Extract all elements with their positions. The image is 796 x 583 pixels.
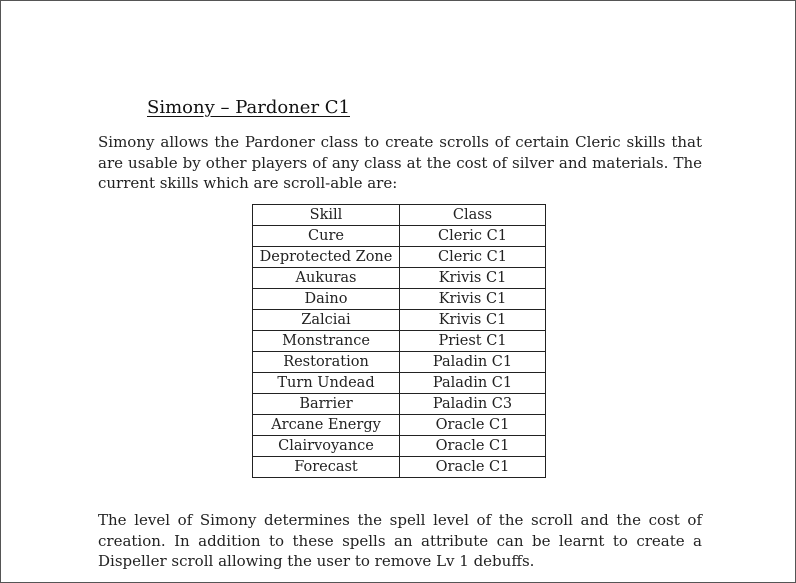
class-cell: Cleric C1 [400,247,546,268]
table-row [253,268,546,289]
skill-cell: Clairvoyance [253,436,400,457]
class-cell: Paladin C1 [400,352,546,373]
table-row [253,415,546,436]
header-skill: Skill [253,205,400,226]
skill-cell: Aukuras [253,268,400,289]
section-heading: Simony – Pardoner C1 [147,97,350,118]
skill-cell: Daino [253,289,400,310]
class-cell: Krivis C1 [400,289,546,310]
class-cell: Oracle C1 [400,415,546,436]
class-cell: Oracle C1 [400,436,546,457]
table-row [253,457,546,478]
closing-paragraph: The level of Simony determines the spell level of the scroll and the cost of creation. In addition to these spells an attribute can be learnt to create a Dispeller scroll allowing the user to remove Lv 1 debuffs. [98,511,702,570]
table-row [253,247,546,268]
table-row [253,373,546,394]
intro-paragraph: Simony allows the Pardoner class to create scrolls of certain Cleric skills that are usable by other players of any class at the cost of silver and materials. The current skills which are scroll-able are: [98,133,702,192]
table-row [253,289,546,310]
table-row [253,436,546,457]
class-cell: Paladin C3 [400,394,546,415]
table-row [253,310,546,331]
class-cell: Priest C1 [400,331,546,352]
class-cell: Paladin C1 [400,373,546,394]
skills-table [252,204,546,478]
skill-cell: Cure [253,226,400,247]
class-cell: Krivis C1 [400,310,546,331]
skill-cell: Arcane Energy [253,415,400,436]
table-row [253,331,546,352]
table-row [253,394,546,415]
class-cell: Cleric C1 [400,226,546,247]
skill-cell: Monstrance [253,331,400,352]
table-row [253,226,546,247]
header-class: Class [400,205,546,226]
skill-cell: Restoration [253,352,400,373]
skill-cell: Deprotected Zone [253,247,400,268]
skill-cell: Zalciai [253,310,400,331]
table-header-row [253,205,546,226]
skill-cell: Forecast [253,457,400,478]
class-cell: Oracle C1 [400,457,546,478]
class-cell: Krivis C1 [400,268,546,289]
skill-cell: Turn Undead [253,373,400,394]
table-row [253,352,546,373]
skill-cell: Barrier [253,394,400,415]
